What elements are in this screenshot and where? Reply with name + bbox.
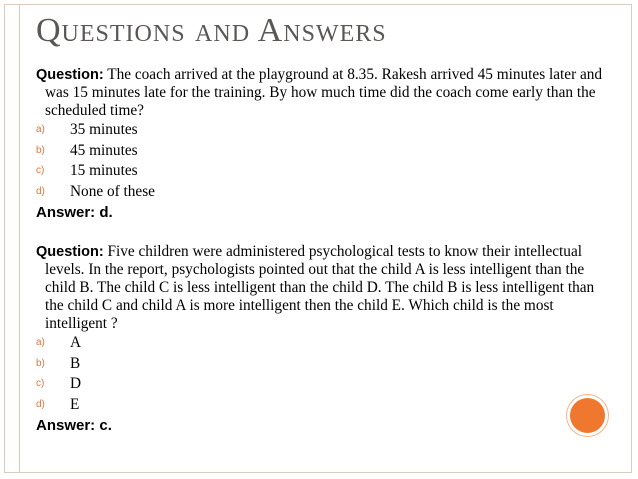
option-text: B (70, 354, 81, 372)
option-text: D (70, 375, 82, 392)
spacer (36, 223, 606, 243)
option-1a (36, 120, 606, 141)
answer-2 (36, 415, 606, 436)
option-label: c) (36, 165, 45, 176)
slide-content (36, 66, 606, 436)
option-text: A (70, 334, 82, 351)
answer-label: Answer: (36, 204, 96, 221)
left-rule (19, 5, 20, 473)
option-label: d) (36, 185, 45, 197)
option-label: d) (36, 398, 45, 410)
slide-title: Questions and Answers (36, 12, 387, 49)
option-2b (36, 354, 606, 375)
option-2a (36, 333, 606, 354)
option-text: E (70, 395, 80, 413)
answer-label: Answer: (36, 417, 96, 434)
option-1d (36, 182, 606, 203)
question-text: The coach arrived at the playground at 8.35. Rakesh arrived 45 minutes later and was 15 minutes late for the training. By how much time did the coach come early than the scheduled time? (45, 66, 603, 119)
option-2d (36, 395, 606, 416)
option-2c (36, 374, 606, 395)
option-1b (36, 141, 606, 162)
option-text: 45 minutes (70, 141, 138, 159)
answer-value: c. (99, 417, 112, 434)
question-2 (36, 243, 606, 333)
option-label: c) (36, 378, 45, 389)
question-text: Five children were administered psychological tests to know their intellectual levels. In the report, psychologists pointed out that the child A is less intelligent than the child B. The child C is less intelligent than the child D. The child B is less intelligent than the child C and child A is more intelligent then the child E. Which child is the most intelligent ? (45, 243, 595, 332)
question-1 (36, 66, 606, 120)
decorative-circle-icon (570, 398, 605, 433)
option-label: b) (36, 144, 45, 156)
answer-value: d. (99, 204, 113, 221)
option-label: a) (36, 124, 45, 135)
option-label: b) (36, 357, 45, 369)
option-text: None of these (70, 182, 155, 200)
question-label: Question: (36, 244, 104, 260)
option-1c (36, 161, 606, 182)
option-label: a) (36, 337, 45, 348)
answer-1 (36, 202, 606, 223)
option-text: 15 minutes (70, 162, 138, 179)
question-label: Question: (36, 67, 104, 83)
option-text: 35 minutes (70, 121, 138, 138)
